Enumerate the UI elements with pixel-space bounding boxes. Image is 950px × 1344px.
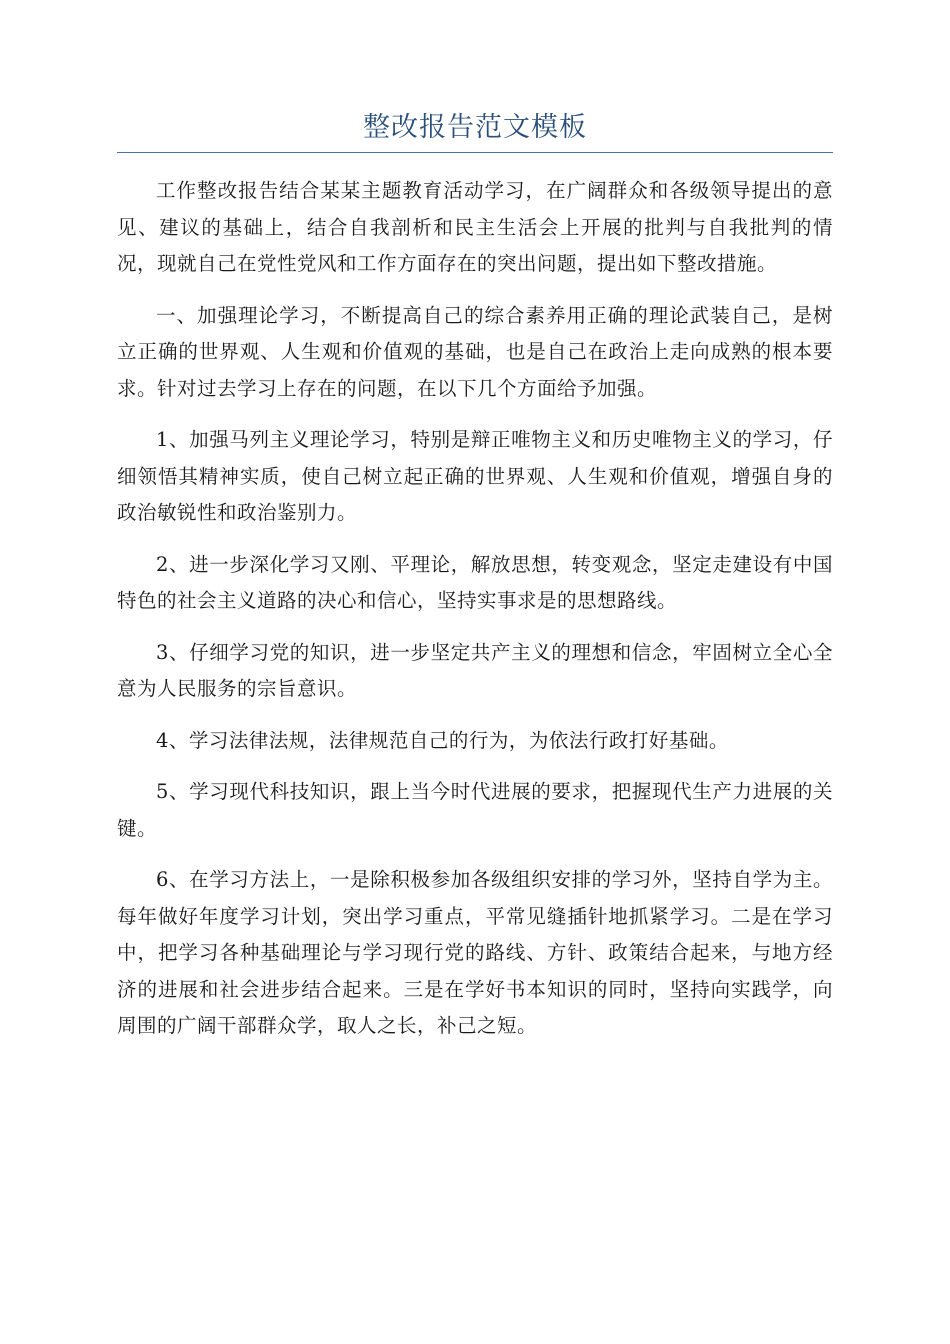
paragraph-item-1: 1、加强马列主义理论学习，特别是辩正唯物主义和历史唯物主义的学习，仔细领悟其精神实质，使自己树立起正确的世界观、人生观和价值观，增强自身的政治敏锐性和政治鉴别力。	[117, 428, 833, 524]
title-underline	[117, 152, 833, 153]
paragraph-intro: 工作整改报告结合某某主题教育活动学习，在广阔群众和各级领导提出的意见、建议的基础上，结合自我剖析和民主生活会上开展的批判与自我批判的情况，现就自己在党性党风和工作方面存在的突出问题，提出如下整改措施。	[117, 179, 833, 275]
paragraph-item-3: 3、仔细学习党的知识，进一步坚定共产主义的理想和信念，牢固树立全心全意为人民服务的宗旨意识。	[117, 640, 833, 700]
paragraph-item-4: 4、学习法律法规，法律规范自己的行为，为依法行政打好基础。	[156, 728, 729, 752]
paragraph-section-one: 一、加强理论学习，不断提高自己的综合素养用正确的理论武装自己，是树立正确的世界观、人生观和价值观的基础，也是自己在政治上走向成熟的根本要求。针对过去学习上存在的问题，在以下几个方面给予加强。	[117, 303, 833, 400]
document-page	[117, 108, 833, 1060]
paragraph-item-6: 6、在学习方法上，一是除积极参加各级组织安排的学习外，坚持自学为主。每年做好年度学习计划，突出学习重点，平常见缝插针地抓紧学习。二是在学习中，把学习各种基础理论与学习现行党的路线、方针、政策结合起来，与地方经济的进展和社会进步结合起来。三是在学好书本知识的同时，坚持向实践学，向周围的广阔干部群众学，取人之长，补己之短。	[117, 868, 833, 1037]
paragraph-item-5: 5、学习现代科技知识，跟上当今时代进展的要求，把握现代生产力进展的关键。	[117, 780, 833, 840]
document-title: 整改报告范文模板	[363, 112, 587, 143]
paragraph-item-2: 2、进一步深化学习又刚、平理论，解放思想，转变观念，坚定走建设有中国特色的社会主义道路的决心和信心，坚持实事求是的思想路线。	[117, 552, 833, 612]
